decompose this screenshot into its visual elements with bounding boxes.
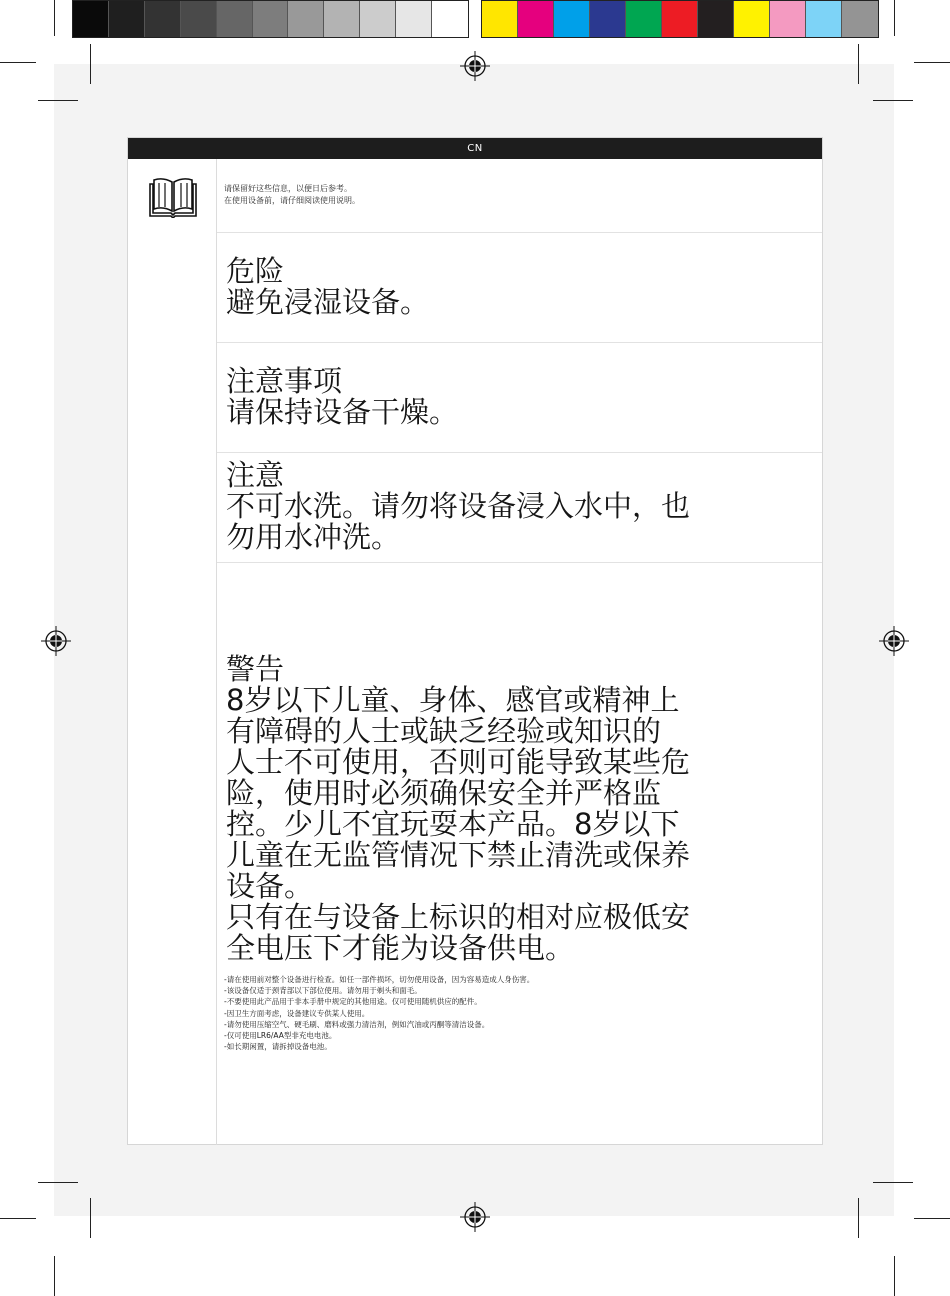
color-swatch <box>482 1 518 37</box>
grayscale-color-bar <box>72 0 469 38</box>
warning-line: 8岁以下儿童、身体、感官或精神上 <box>226 683 680 717</box>
crop-mark <box>873 1182 913 1183</box>
safety-note: -不要使用此产品用于非本手册中规定的其他用途。仅可使用随机供应的配件。 <box>224 997 482 1007</box>
color-swatch <box>360 1 396 37</box>
safety-note: -请勿使用压缩空气、硬毛刷、磨料或强力清洁剂，例如汽油或丙酮等清洁设备。 <box>224 1019 490 1029</box>
color-swatch <box>842 1 878 37</box>
color-swatch <box>626 1 662 37</box>
intro-line: 请保留好这些信息，以便日后参考。 <box>224 184 352 193</box>
crop-mark <box>54 0 55 36</box>
section-divider <box>217 232 822 233</box>
safety-note: -请在使用前对整个设备进行检查。如任一部件损坏，切勿使用设备，因为容易造成人身伤害。 <box>224 975 535 984</box>
notice-text-line: 不可水洗。请勿将设备浸入水中，也 <box>226 489 691 523</box>
color-swatch <box>806 1 842 37</box>
crop-mark <box>0 62 36 63</box>
crop-mark <box>38 1182 78 1183</box>
warning-line: 全电压下才能为设备供电。 <box>226 931 575 965</box>
caution-title: 注意事项 <box>226 364 343 398</box>
crop-mark <box>90 1198 91 1238</box>
warning-line: 人士不可使用，否则可能导致某些危 <box>226 745 691 779</box>
registration-mark-icon <box>879 626 909 656</box>
crop-mark <box>858 44 859 84</box>
color-swatch <box>734 1 770 37</box>
color-swatch <box>217 1 253 37</box>
color-swatch <box>73 1 109 37</box>
section-divider <box>217 452 822 453</box>
color-swatch <box>698 1 734 37</box>
color-swatch <box>770 1 806 37</box>
notice-text-line: 勿用水冲洗。 <box>226 520 401 554</box>
notice-section <box>226 460 786 553</box>
caution-text: 请保持设备干燥。 <box>226 395 459 429</box>
danger-title: 危险 <box>226 254 285 288</box>
crop-mark <box>858 1198 859 1238</box>
color-swatch <box>662 1 698 37</box>
color-swatch <box>432 1 468 37</box>
content-panel <box>127 137 823 1145</box>
color-swatch <box>396 1 432 37</box>
crop-mark <box>38 100 78 101</box>
danger-section <box>226 256 786 318</box>
crop-mark <box>914 1218 950 1219</box>
safety-note: -因卫生方面考虑，设备建议专供某人使用。 <box>224 1008 370 1018</box>
registration-mark-icon <box>460 1202 490 1232</box>
color-swatch <box>109 1 145 37</box>
registration-mark-icon <box>41 626 71 656</box>
color-swatch <box>181 1 217 37</box>
color-swatch <box>590 1 626 37</box>
color-swatch <box>324 1 360 37</box>
section-divider <box>217 562 822 563</box>
warning-line: 只有在与设备上标识的相对应极低安 <box>226 900 691 934</box>
caution-section <box>226 366 786 428</box>
crop-mark <box>90 44 91 84</box>
color-swatch <box>288 1 324 37</box>
crop-mark <box>894 1256 895 1296</box>
color-swatch <box>145 1 181 37</box>
open-book-icon <box>148 176 198 218</box>
warning-line: 有障碍的人士或缺乏经验或知识的 <box>226 714 662 748</box>
warning-line: 设备。 <box>226 869 314 903</box>
intro-text <box>224 183 360 207</box>
notice-title: 注意 <box>226 458 285 492</box>
safety-note: -该设备仅适于颈背部以下部位使用。请勿用于剃头和面毛。 <box>224 986 422 996</box>
warning-line: 险，使用时必须确保安全并严格监 <box>226 776 662 810</box>
left-column-divider <box>216 159 217 1145</box>
safety-note: -仅可使用LR6/AA型非充电电池。 <box>224 1031 337 1041</box>
safety-note: -如长期闲置，请拆掉设备电池。 <box>224 1042 332 1052</box>
color-swatch <box>253 1 289 37</box>
crop-mark <box>894 0 895 36</box>
crop-mark <box>54 1256 55 1296</box>
warning-line: 儿童在无监管情况下禁止清洗或保养 <box>226 838 691 872</box>
intro-line: 在使用设备前，请仔细阅读使用说明。 <box>224 196 360 205</box>
crop-mark <box>914 62 950 63</box>
process-color-bar <box>481 0 879 38</box>
danger-text: 避免浸湿设备。 <box>226 285 430 319</box>
safety-notes-list <box>224 974 534 1052</box>
warning-line: 控。少儿不宜玩耍本产品。8岁以下 <box>226 807 680 841</box>
section-divider <box>217 342 822 343</box>
color-swatch <box>554 1 590 37</box>
warning-title: 警告 <box>226 652 285 686</box>
crop-mark <box>873 100 913 101</box>
registration-mark-icon <box>460 51 490 81</box>
color-swatch <box>518 1 554 37</box>
warning-section <box>226 654 786 964</box>
crop-mark <box>0 1218 36 1219</box>
language-header: CN <box>128 138 822 159</box>
